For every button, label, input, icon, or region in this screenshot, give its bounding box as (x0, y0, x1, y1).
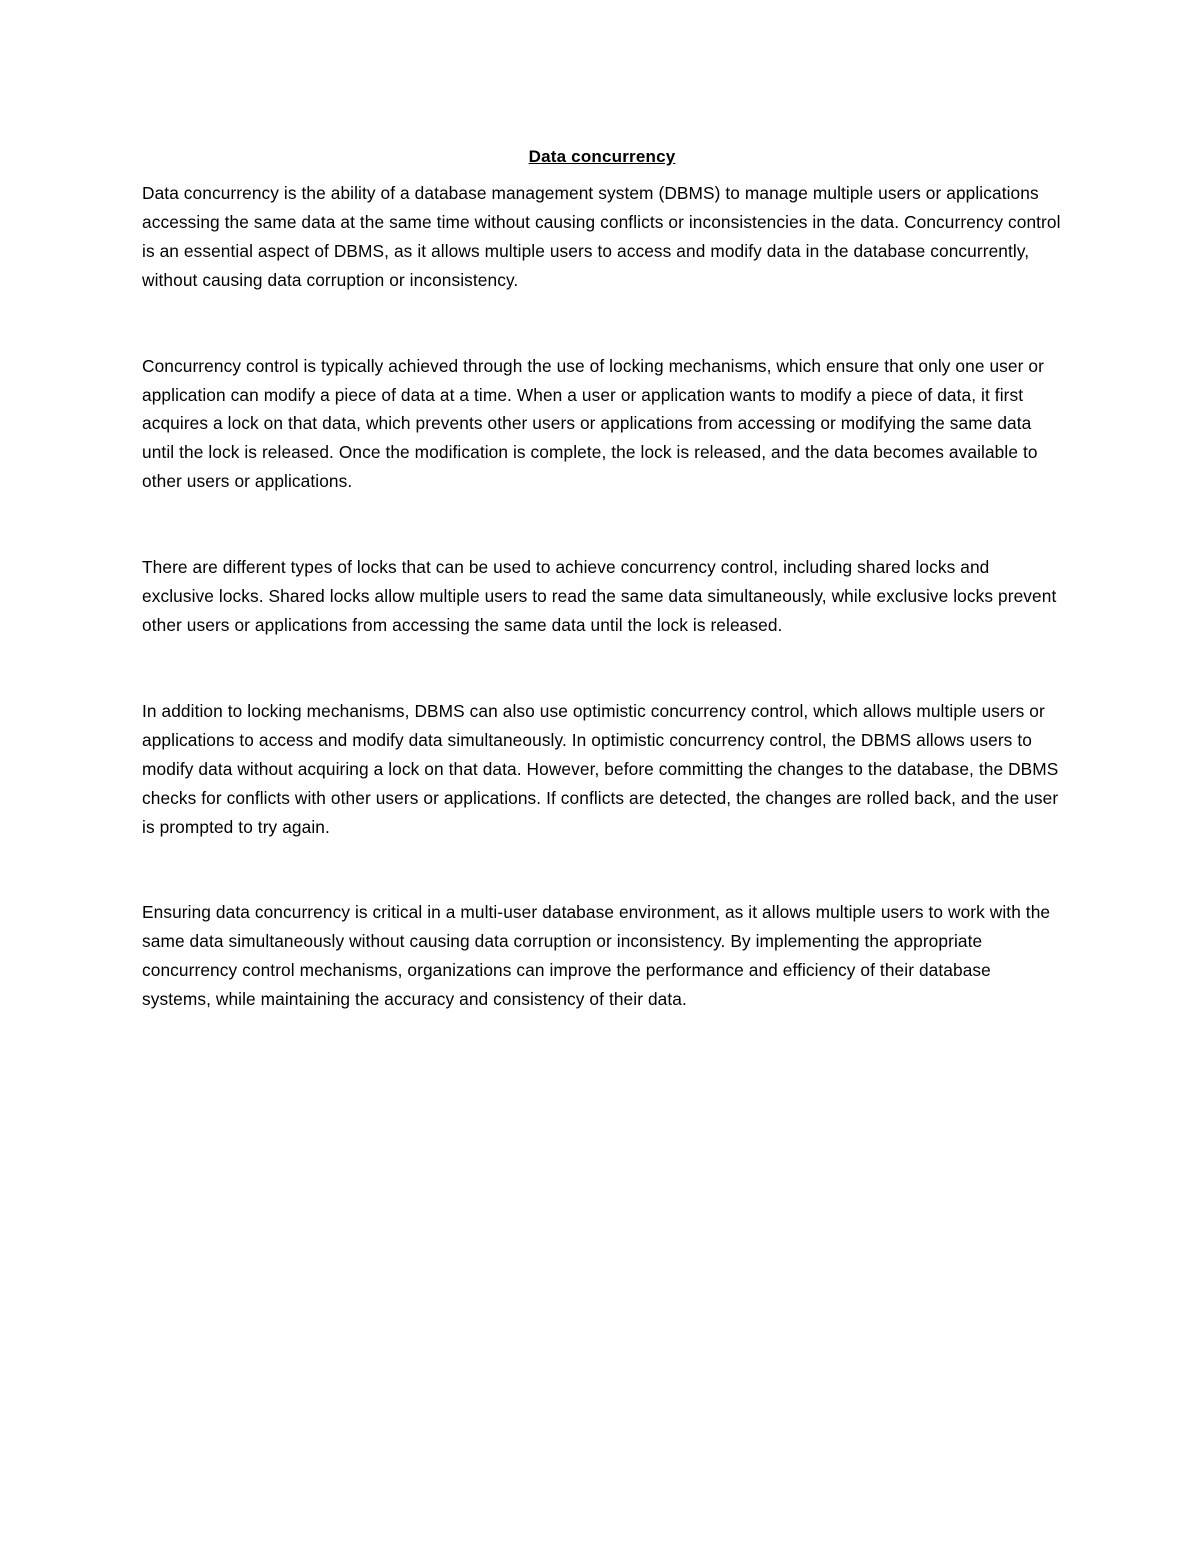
document-title: Data concurrency (528, 147, 676, 166)
paragraph-optimistic: In addition to locking mechanisms, DBMS can also use optimistic concurrency control, which allows multiple users or applications to access and modify data simultaneously. In optimistic concurrency control, the DBMS allows users to modify data without acquiring a lock on that data. However, before committing the changes to the database, the DBMS checks for conflicts with other users or applications. If conflicts are detected, the changes are rolled back, and the user is prompted to try again. (142, 700, 1059, 837)
paragraph-spacer (142, 295, 1062, 352)
paragraph-locking: Concurrency control is typically achieved through the use of locking mechanisms, which ensure that only one user or application can modify a piece of data at a time. When a user or application wants to modify a piece of data, it first acquires a lock on that data, which prevents other users or applications from accessing or modifying the same data until the lock is released. Once the modification is complete, the lock is released, and the data becomes available to other users or applications. (142, 355, 1044, 492)
paragraph-spacer (142, 496, 1062, 553)
paragraph-conclusion: Ensuring data concurrency is critical in a multi-user database environment, as it allows multiple users to work with the same data simultaneously without causing data corruption or inconsistency. By implementing the appropriate concurrency control mechanisms, organizations can improve the performance and efficiency of their database systems, while maintaining the accuracy and consistency of their data. (142, 902, 1051, 1010)
paragraph-lock-types: There are different types of locks that can be used to achieve concurrency control, including shared locks and exclusive locks. Shared locks allow multiple users to read the same data simultaneously, while exclusive locks prevent other users or applications from accessing the same data until the lock is released. (142, 557, 1057, 635)
paragraph-spacer (142, 841, 1062, 898)
document-body (142, 146, 1062, 1014)
paragraph-spacer (142, 640, 1062, 697)
paragraph-intro: Data concurrency is the ability of a database management system (DBMS) to manage multiple users or applications accessing the same data at the same time without causing conflicts or inconsistencies in the data. Concurrency control is an essential aspect of DBMS, as it allows multiple users to access and modify data in the database concurrently, without causing data corruption or inconsistency. (142, 183, 1061, 290)
